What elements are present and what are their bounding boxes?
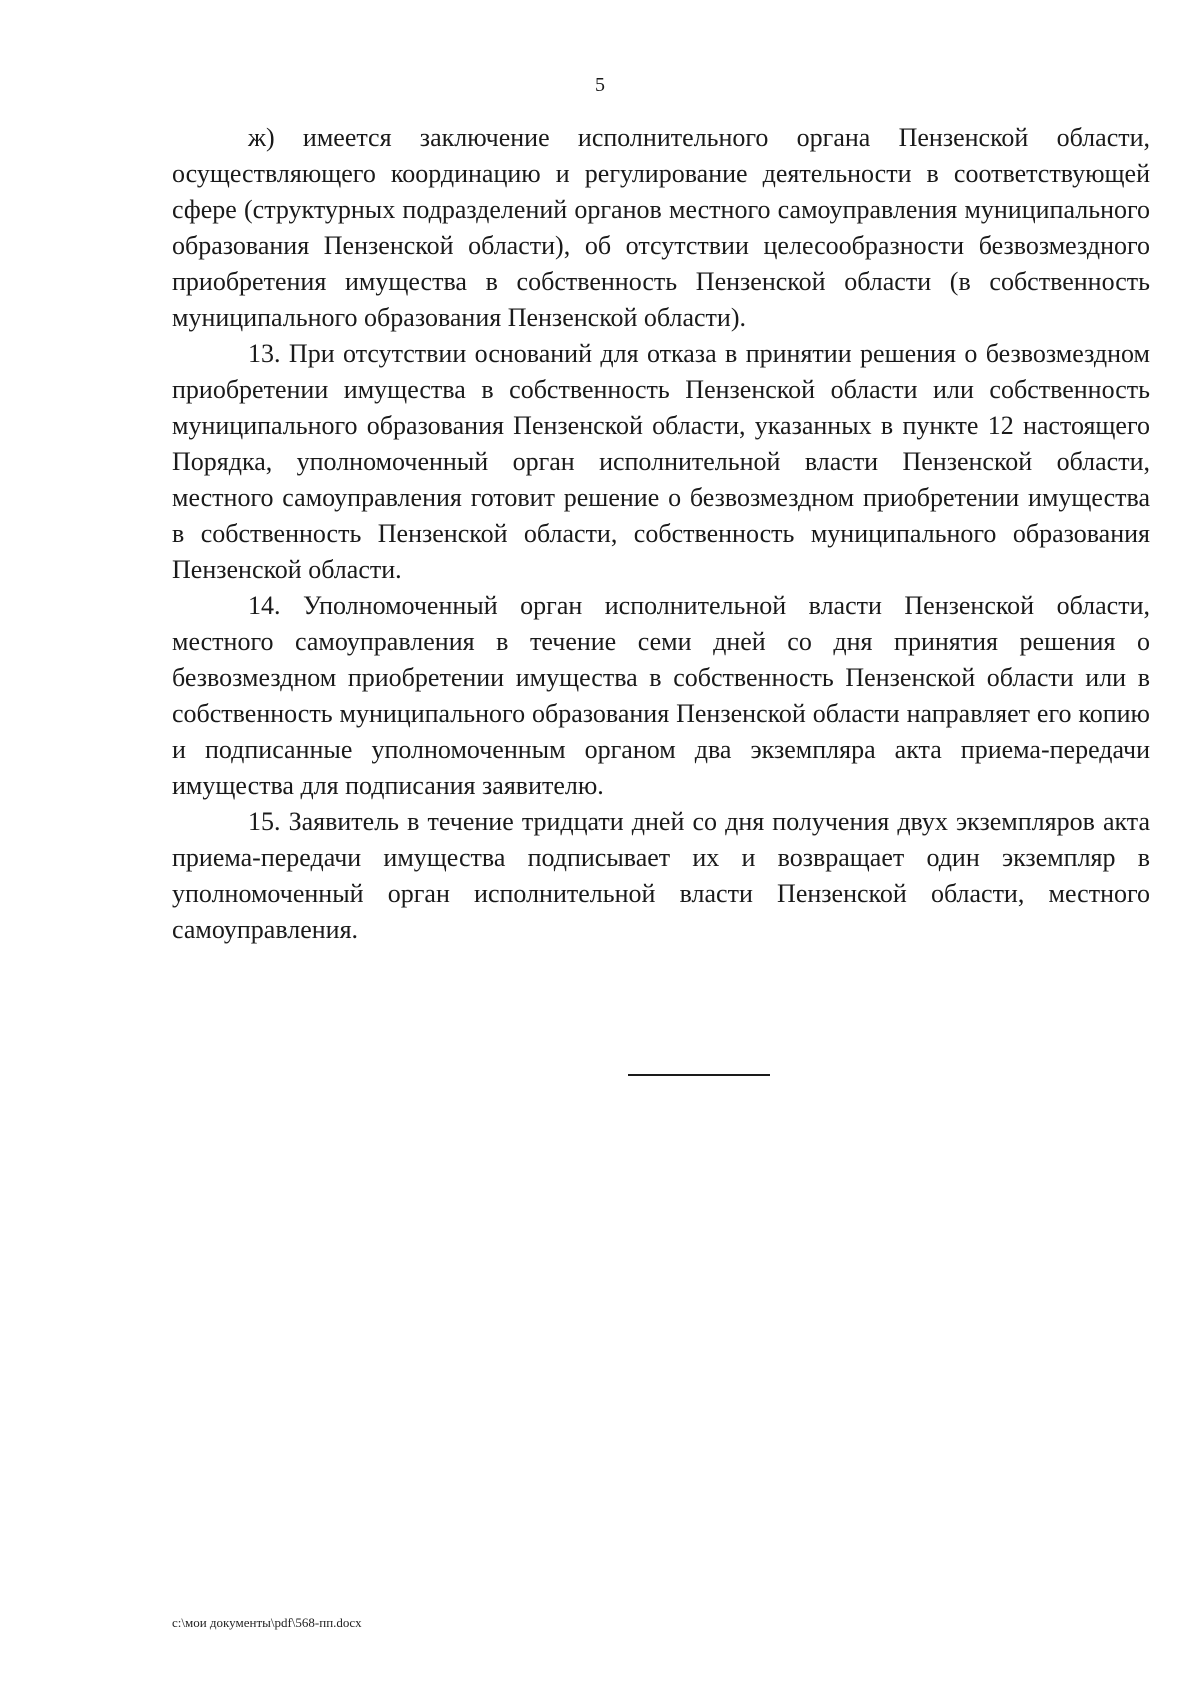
paragraph-marker: 15. [248,807,281,836]
paragraph-text: имеется заключение исполнительного органа Пензенской области, осуществляющего координацию и регулирование деятельности в соответствующей сфере (структурных подразделений органов местного самоуправления муниципального образования Пензенской области), об отсутствии целесообразности безвозмездного приобретения имущества в собственность Пензенской области (в собственность муниципального образования Пензенской области). [172,123,1151,332]
paragraph-text: Заявитель в течение тридцати дней со дня получения двух экземпляров акта приема-передачи имущества подписывает их и возвращает один экземпляр в уполномоченный орган исполнительной власти Пензенской области, местного самоуправления. [172,807,1150,944]
paragraph-zh [172,120,1150,336]
paragraph-marker: 13. [248,339,281,368]
paragraph-15 [172,804,1150,948]
paragraph-text: При отсутствии оснований для отказа в принятии решения о безвозмездном приобретении имущества в собственность Пензенской области или собственность муниципального образования Пензенской области, указанных в пункте 12 настоящего Порядка, уполномоченный орган исполнительной власти Пензенской области, местного самоуправления готовит решение о безвозмездном приобретении имущества в собственность Пензенской области, собственность муниципального образования Пензенской области. [172,339,1150,584]
page-number: 5 [595,74,605,96]
footer-file-path: c:\мои документы\pdf\568-пп.docx [172,1615,362,1630]
end-separator-line [628,1074,770,1076]
paragraph-13 [172,336,1150,588]
paragraph-marker: ж) [248,123,275,152]
paragraph-14 [172,588,1150,804]
paragraph-marker: 14. [248,591,281,620]
paragraph-text: Уполномоченный орган исполнительной власти Пензенской области, местного самоуправления в течение семи дней со дня принятия решения о безвозмездном приобретении имущества в собственность Пензенской области или в собственность муниципального образования Пензенской области направляет его копию и подписанные уполномоченным органом два экземпляра акта приема-передачи имущества для подписания заявителю. [172,591,1150,800]
document-body [172,120,1150,948]
